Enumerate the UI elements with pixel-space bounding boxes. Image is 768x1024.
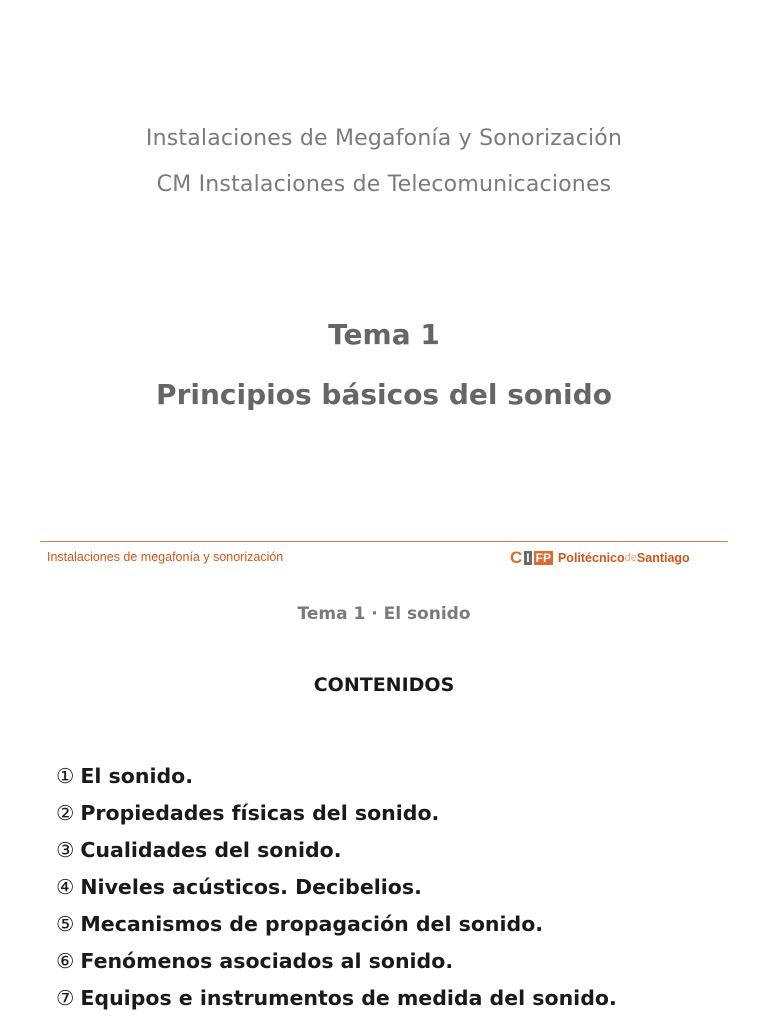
list-item bbox=[56, 912, 756, 949]
course-program: CM Instalaciones de Telecomunicaciones bbox=[156, 172, 612, 197]
item-label: Equipos e instrumentos de medida del sonido. bbox=[80, 986, 617, 1010]
cifp-logo bbox=[510, 549, 690, 567]
list-item bbox=[56, 949, 756, 986]
item-number: ② bbox=[56, 801, 75, 825]
contents-heading: CONTENIDOS bbox=[313, 674, 455, 696]
logo-letter-i: I bbox=[526, 551, 530, 565]
item-number: ① bbox=[56, 764, 75, 788]
list-item bbox=[56, 764, 756, 801]
logo-letters-fp: FP bbox=[535, 551, 551, 565]
item-label: Cualidades del sonido. bbox=[80, 838, 342, 862]
item-label: Mecanismos de propagación del sonido. bbox=[80, 912, 544, 936]
item-number: ⑦ bbox=[56, 986, 75, 1010]
tema-title: Principios básicos del sonido bbox=[156, 378, 612, 411]
item-label: Propiedades físicas del sonido. bbox=[80, 801, 440, 825]
course-title: Instalaciones de Megafonía y Sonorización bbox=[145, 126, 623, 151]
contents-slide bbox=[0, 520, 768, 1024]
contents-list bbox=[56, 764, 756, 1023]
list-item bbox=[56, 986, 756, 1023]
item-number: ⑤ bbox=[56, 912, 75, 936]
logo-politecnico: Politécnico bbox=[557, 551, 625, 565]
list-item bbox=[56, 875, 756, 912]
slide-subtitle: Tema 1 · El sonido bbox=[297, 604, 471, 624]
item-number: ③ bbox=[56, 838, 75, 862]
logo-santiago: Santiago bbox=[636, 551, 690, 565]
tema-number: Tema 1 bbox=[328, 318, 440, 351]
item-number: ④ bbox=[56, 875, 75, 899]
list-item bbox=[56, 838, 756, 875]
logo-de: de bbox=[624, 552, 637, 564]
item-label: Fenómenos asociados al sonido. bbox=[80, 949, 454, 973]
header-divider bbox=[40, 541, 728, 542]
header-course-name: Instalaciones de megafonía y sonorización bbox=[47, 550, 284, 564]
logo-letter-c: C bbox=[510, 548, 523, 567]
item-number: ⑥ bbox=[56, 949, 75, 973]
item-label: Niveles acústicos. Decibelios. bbox=[80, 875, 422, 899]
item-label: El sonido. bbox=[80, 764, 194, 788]
list-item bbox=[56, 801, 756, 838]
